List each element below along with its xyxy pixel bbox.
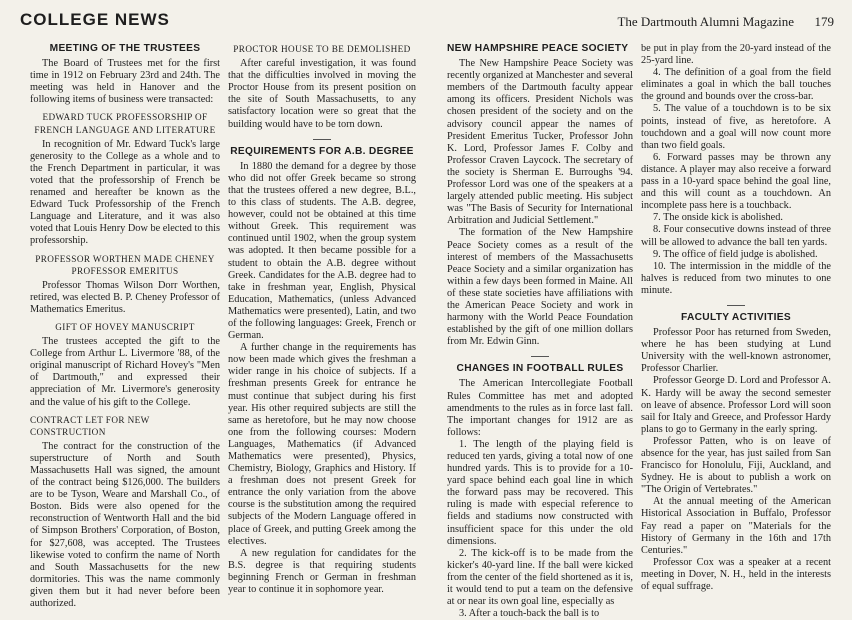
heading-faculty: FACULTY ACTIVITIES: [681, 311, 791, 323]
list-item: 2. The kick-off is to be made from the kicker's 40-yard line. If the ball were kicked from the center of the field shortened as it is, it would tend to put a team on the defensive at or near its own goal line, especially as: [447, 547, 633, 608]
subheading-proctor: PROCTOR HOUSE TO BE DEMOLISHED: [233, 44, 411, 54]
list-item: 9. The office of field judge is abolished.: [653, 248, 818, 260]
list-item: 1. The length of the playing field is reduced ten yards, giving a total now of one hundred yards. This is to provide for a 10-yard space behind each goal line in which the forward pass may be recovered. This ruling is made with especial reference to fields and stadiums now constructed with insufficient space for this under the old dimensions.: [447, 438, 633, 547]
section-title: COLLEGE NEWS: [20, 10, 170, 29]
list-item-continued: be put in play from the 20-yard instead of the 25-yard line.: [641, 43, 831, 67]
paragraph: Professor George D. Lord and Professor A. K. Hardy will be away the second semester on leave of absence. Professor Lord will soon sail for Italy and Greece, and Professor Hardy plans to go to Germany in the early spring.: [641, 375, 831, 435]
subheading-contract: CONTRACT LET FOR NEW CONSTRUCTION: [30, 414, 150, 437]
magazine-title: The Dartmouth Alumni Magazine: [617, 14, 794, 29]
paragraph: At the annual meeting of the American Historical Association in Buffalo, Professor Fay read a paper on "Materials for the History of Germany in the 16th and 17th Centuries.": [641, 496, 831, 556]
divider: [531, 356, 549, 357]
paragraph: Professor Poor has returned from Sweden, where he has been studying at Lund University with the well-known astronomer, Professor Charlier.: [641, 327, 831, 375]
paragraph: Professor Patten, who is on leave of absence for the year, has just sailed from San Francisco for Honolulu, Fiji, Auckland, and Sydney. He is about to publish a work on "The Origin of Vertebrates.": [641, 435, 831, 496]
paragraph: In recognition of Mr. Edward Tuck's large generosity to the College as a whole and to the French Department in particular, it was voted that the professorship of French be renamed and hereafter be known as the Edward Tuck Professorship of the French Language and Literature, and it was also voted that Louis Henry Dow be elected to this professorship.: [30, 138, 220, 247]
paragraph: The American Intercollegiate Football Rules Committee has met and adopted amendments to the rules as in force last fall. The important changes for 1912 are as follows:: [447, 378, 633, 438]
subheading-hovey: GIFT OF HOVEY MANUSCRIPT: [55, 321, 195, 332]
column-1: [30, 43, 220, 610]
paragraph: After careful investigation, it was found that the difficulties involved in moving the Proctor House from its present position on the site of South Massachusetts, to any satisfactory location were so great that the building would have to be torn down.: [228, 58, 416, 130]
paragraph: Professor Cox was a speaker at a recent meeting in Dover, N. H., held in the interests of equal suffrage.: [641, 556, 831, 593]
paragraph: A further change in the requirements has now been made which gives the freshman a wider range in his choice of subjects. If a freshman presents Greek for entrance he must continue that subject during his first year. His other required subjects are still the same as heretofore, but he may now choose one from the following courses: Modern Languages, Mathematics (if Advanced Mathematics were presented), Physics, Chemistry, Biology, Graphics and History. If a freshman does not present Greek for entrance the only variation from the above course is the substitution among the required subjects of the Modern Language offered in place of Greek, and putting Greek among the electives.: [228, 342, 416, 547]
paragraph: The Board of Trustees met for the first time in 1912 on February 23rd and 24th. The meeting was held in Hanover and the following items of business were transacted:: [30, 58, 220, 106]
column-3: [447, 43, 633, 620]
divider: [313, 139, 331, 140]
heading-ab-degree: REQUIREMENTS FOR A.B. DEGREE: [230, 145, 414, 157]
column-4: [641, 43, 831, 593]
list-item: 3. After a touch-back the ball is to: [459, 608, 600, 620]
list-item: 8. Four consecutive downs instead of three will be allowed to advance the ball ten yards.: [641, 224, 831, 248]
paragraph: In 1880 the demand for a degree by those who did not offer Greek became so strong that the trustees offered a new degree, B.L., to this class of students. The A.B. degree, however, could not be obtained at this time without Greek. This requirement was continued until 1902, when the group system was adopted. It then became possible for a student to obtain the A.B. degree without Greek. Candidates for the A.B. degree had to take in freshman year, English, Physical Education, Mathematics, (unless Advanced Mathematics were presented), Latin, and two of the following languages: Greek, French or German.: [228, 160, 416, 342]
paragraph: The New Hampshire Peace Society was recently organized at Manchester and several members of the Dartmouth faculty appear among its officers. President Nichols was chosen president of the society and on the advisory council appear the names of President Emeritus Tucker, Professor John K. Lord, Professor James F. Colby and Professor Craven Laycock. The secretary of the society is Sherman E. Burroughs '94. Professor Lord was one of the speakers at a largely attended public meeting. His subject was "The Basis of Security for International Arbitration and Judicial Settlement.": [447, 58, 633, 227]
divider: [727, 305, 745, 306]
paragraph: The formation of the New Hampshire Peace Society comes as a result of the interest of members of the Massachusetts Peace Society and a similar organization has within a few days been formed in Maine. All of these state societies have affiliations with the American Peace Society and work in harmony with the World Peace Foundation established by the gift of one million dollars from Mr. Edwin Ginn.: [447, 227, 633, 348]
column-2: [228, 43, 416, 596]
list-item: 10. The intermission in the middle of the halves is reduced from two minutes to one minute.: [641, 260, 831, 296]
paragraph: A new regulation for candidates for the B.S. degree is that requiring students beginning French or German in freshman year to continue it in sophomore year.: [228, 547, 416, 596]
heading-trustees: MEETING OF THE TRUSTEES: [49, 43, 201, 54]
list-item: 6. Forward passes may be thrown any distance. A player may also receive a forward pass in a 10-yard space behind the goal line, and this will count as a touchdown. An incomplete pass here is a touchback.: [641, 151, 831, 212]
page-header: [20, 10, 834, 32]
heading-peace-society: NEW HAMPSHIRE PEACE SOCIETY: [447, 43, 629, 54]
list-item: 5. The value of a touchdown is to be six points, instead of five, as heretofore. A touchdown and a goal will now count more than two field goals.: [641, 103, 831, 151]
paragraph: The contract for the construction of the superstructure of North and South Massachusetts Hall was signed, the amount of the contract being $126,000. The builders are to be Tyson, Weare and Marshall Co., of Boston. Bids were also opened for the reconstruction of Wentworth Hall and the bid of Simpson Brothers' Corporation, of Boston, for $27,608, was accepted. The Trustees likewise voted to confirm the name of North and South Massachusetts for the new dormitories. This was the name commonly given them but it had never before been authorized.: [30, 440, 220, 610]
list-item: 7. The onside kick is abolished.: [653, 212, 783, 224]
heading-football: CHANGES IN FOOTBALL RULES: [456, 363, 624, 375]
paragraph: Professor Thomas Wilson Dorr Worthen, retired, was elected B. P. Cheney Professor of Mathematics Emeritus.: [30, 279, 220, 315]
paragraph: The trustees accepted the gift to the College from Arthur L. Livermore '88, of the original manuscript of Richard Hovey's "Men of Dartmouth," and expressed their appreciation of Mr. Livermore's generosity and the value of his gift to the College.: [30, 336, 220, 408]
page-number: 179: [814, 14, 834, 29]
subheading-worthen: PROFESSOR WORTHEN MADE CHENEY PROFESSOR EMERITUS: [35, 253, 215, 276]
subheading-tuck: EDWARD TUCK PROFESSORSHIP OF FRENCH LANGUAGE AND LITERATURE: [34, 112, 216, 135]
list-item: 4. The definition of a goal from the field eliminates a goal in which the ball touches the ground and bounds over the cross-bar.: [641, 67, 831, 103]
